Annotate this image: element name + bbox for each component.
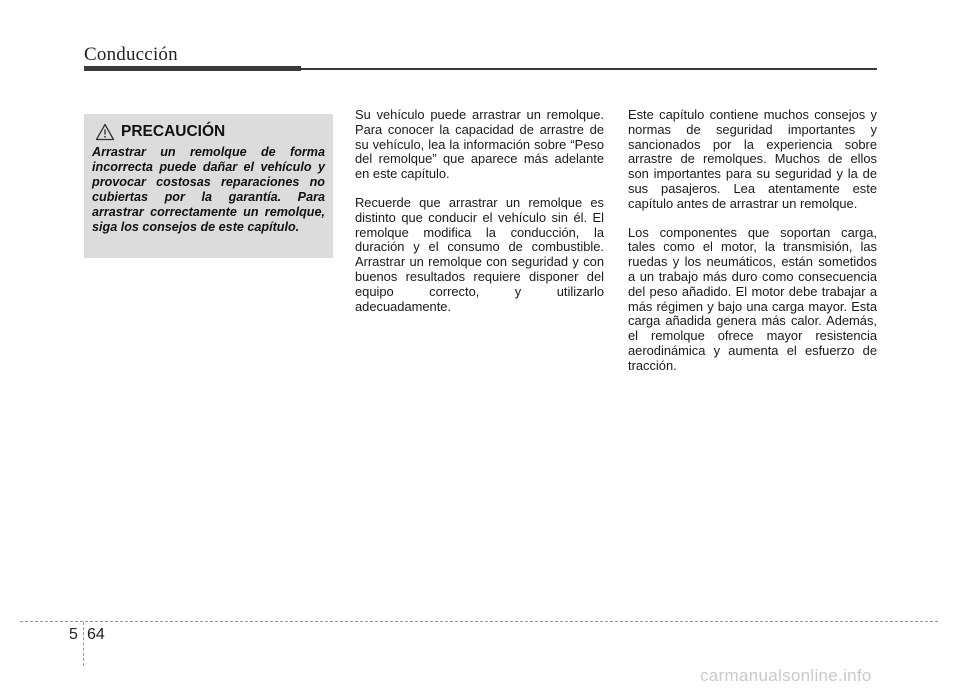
column2-paragraph-2: Recuerde que arrastrar un remolque es distinto que conducir el vehículo sin él. El remolque modifica la conducción, la duración y el consumo de combustible. Arrastrar un remolque con seguridad y con buenos resultados requiere disponer del equipo correcto, y utilizarlo adecuadamente. xyxy=(355,194,604,314)
footer-divider xyxy=(83,622,84,666)
warning-triangle-icon xyxy=(95,123,115,141)
body-column-3 xyxy=(628,108,877,388)
footer-rule xyxy=(20,621,938,622)
section-number: 5 xyxy=(69,626,78,643)
caution-title: PRECAUCIÓN xyxy=(121,123,226,140)
column3-paragraph-1: Este capítulo contiene muchos consejos y normas de seguridad importantes y sancionados por la experiencia sobre arrastre de remolques. Muchos de ellos son importantes para su seguridad y la de sus pasajeros. Lea atentamente este capítulo antes de arrastrar un remolque. xyxy=(628,107,877,211)
header-rule-thin xyxy=(301,68,877,70)
caution-box xyxy=(84,114,333,258)
body-column-2 xyxy=(355,108,604,328)
column2-paragraph-1: Su vehículo puede arrastrar un remolque. Para conocer la capacidad de arrastre de su vehículo, lea la información sobre “Peso del remolque” que aparece más adelante en este capítulo. xyxy=(355,107,604,182)
watermark: carmanualsonline.info xyxy=(700,666,872,685)
column3-paragraph-2: Los componentes que soportan carga, tales como el motor, la transmisión, las ruedas y los neumáticos, están sometidos a un trabajo más duro como consecuencia del peso añadido. El motor debe trabajar a más régimen y bajo una carga mayor. Esta carga añadida genera más calor. Además, el remolque ofrece mayor resistencia aerodinámica y aumenta el esfuerzo de tracción. xyxy=(628,224,877,373)
caution-text: Arrastrar un remolque de forma incorrecta puede dañar el vehículo y provocar costosas reparaciones no cubiertas por la garantía. Para arrastrar correctamente un remolque, siga los consejos de este capítulo. xyxy=(92,145,325,234)
page-number: 64 xyxy=(87,626,105,643)
caution-header xyxy=(92,122,325,142)
page-title: Conducción xyxy=(84,44,178,65)
header-rule-thick xyxy=(84,66,301,71)
